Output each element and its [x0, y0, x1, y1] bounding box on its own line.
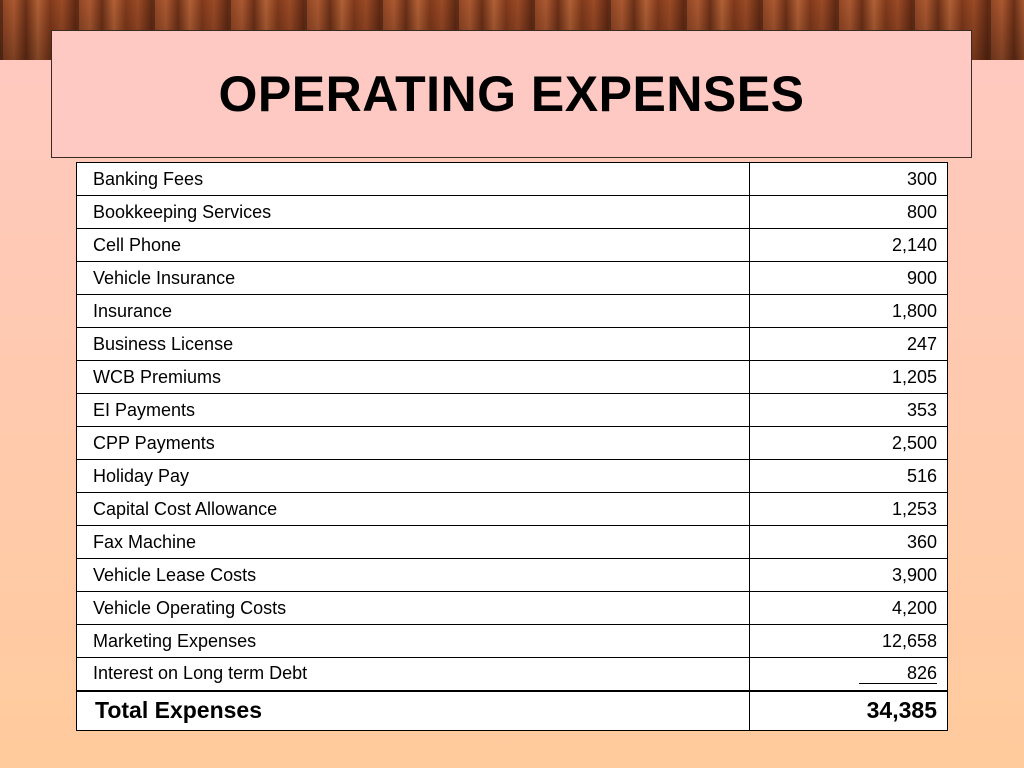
table-row [77, 625, 948, 658]
table-row [77, 526, 948, 559]
row-label: Marketing Expenses [77, 625, 750, 658]
row-amount-cell [750, 658, 948, 691]
row-label: Insurance [77, 295, 750, 328]
table-row [77, 427, 948, 460]
table-row [77, 361, 948, 394]
table-row [77, 592, 948, 625]
row-amount: 1,253 [750, 493, 948, 526]
table-row [77, 295, 948, 328]
table-row [77, 262, 948, 295]
table-row [77, 658, 948, 691]
row-amount: 1,205 [750, 361, 948, 394]
table-row [77, 559, 948, 592]
row-amount: 516 [750, 460, 948, 493]
row-amount: 12,658 [750, 625, 948, 658]
row-amount: 3,900 [750, 559, 948, 592]
row-label: Business License [77, 328, 750, 361]
page-title: OPERATING EXPENSES [218, 66, 805, 122]
row-amount: 360 [750, 526, 948, 559]
table-row [77, 328, 948, 361]
row-label: Banking Fees [77, 163, 750, 196]
table-row [77, 460, 948, 493]
row-label: Cell Phone [77, 229, 750, 262]
row-label: CPP Payments [77, 427, 750, 460]
row-amount: 826 [859, 663, 937, 684]
row-label: Interest on Long term Debt [77, 658, 750, 691]
row-amount: 353 [750, 394, 948, 427]
row-label: Vehicle Lease Costs [77, 559, 750, 592]
row-label: EI Payments [77, 394, 750, 427]
row-amount: 247 [750, 328, 948, 361]
row-amount: 1,800 [750, 295, 948, 328]
row-amount: 300 [750, 163, 948, 196]
total-amount: 34,385 [750, 691, 948, 731]
row-label: Bookkeeping Services [77, 196, 750, 229]
row-label: Capital Cost Allowance [77, 493, 750, 526]
row-amount: 2,500 [750, 427, 948, 460]
total-label: Total Expenses [77, 691, 750, 731]
row-amount: 2,140 [750, 229, 948, 262]
row-label: Vehicle Operating Costs [77, 592, 750, 625]
title-box [51, 30, 972, 158]
row-amount: 4,200 [750, 592, 948, 625]
total-row [77, 691, 948, 731]
row-label: WCB Premiums [77, 361, 750, 394]
table-row [77, 493, 948, 526]
table-row [77, 196, 948, 229]
table-row [77, 394, 948, 427]
row-amount: 800 [750, 196, 948, 229]
table-row [77, 229, 948, 262]
row-label: Vehicle Insurance [77, 262, 750, 295]
table-row [77, 163, 948, 196]
row-label: Holiday Pay [77, 460, 750, 493]
expenses-table [76, 162, 948, 731]
row-label: Fax Machine [77, 526, 750, 559]
row-amount: 900 [750, 262, 948, 295]
